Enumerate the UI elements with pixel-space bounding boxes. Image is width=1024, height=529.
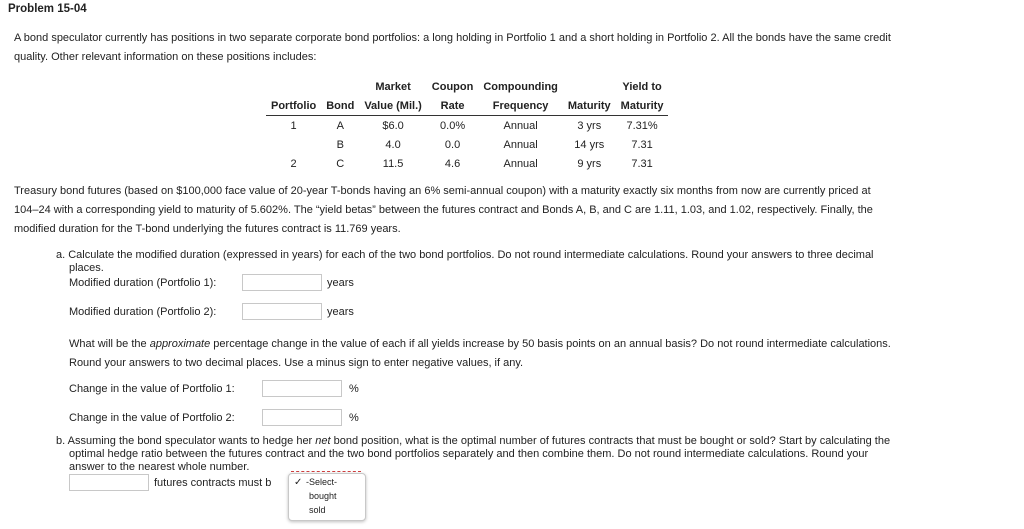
part-b-question: b. Assuming the bond speculator wants to hedge her net bond position, what is the optimal number of futures contracts that must be bought or sold? Start by calculating the optimal hedge ratio between the futures contract and the two bond portfolios separately and then combine them. Do not round intermediate calculations. Round your answer to the nearest whole number. xyxy=(56,435,891,473)
treasury-text: Treasury bond futures (based on $100,000 face value of 20-year T-bonds having an 6% semi-annual coupon) with a maturity exactly six months from now are currently priced at 104–24 with a corresponding yield to maturity of 5.602%. The “yield betas” between the futures contract and Bonds A, B, and C are 1.11, 1.03, and 1.02, respectively. Finally, the modified duration for the T-bond underlying the futures contract is 11.769 years. xyxy=(14,185,873,235)
problem-title: Problem 15-04 xyxy=(8,3,87,15)
unit-years: years xyxy=(327,306,354,318)
intro-text: A bond speculator currently has positions in two separate corporate bond portfolios: a long holding in Portfolio 1 and a short holding in Portfolio 2. All the bonds have the same credit quality. Other relevant information on these positions includes: xyxy=(14,32,891,63)
modified-duration-p1-input[interactable] xyxy=(242,274,322,291)
unit-percent: % xyxy=(349,383,359,395)
table-header-row: Portfolio Bond Value (Mil.) Rate Frequency Maturity Maturity xyxy=(266,96,668,116)
table-row: 2 C 11.5 4.6 Annual 9 yrs 7.31 xyxy=(290,157,653,170)
bought-sold-dropdown[interactable]: ✓ -Select- bought sold xyxy=(288,473,366,521)
dropdown-focus-outline xyxy=(291,471,361,472)
unit-percent: % xyxy=(349,412,359,424)
table-header-row: Market Coupon Compounding Yield to xyxy=(375,80,662,93)
change-p2-input[interactable] xyxy=(262,409,342,426)
table-row: B 4.0 0.0 Annual 14 yrs 7.31 xyxy=(336,138,653,151)
part-a-question-2: What will be the approximate percentage change in the value of each if all yields increase by 50 basis points on an annual basis? Do not round intermediate calculations. Round your answers to two decimal places. Use a minus sign to enter negative values, if any. xyxy=(69,338,891,369)
bond-table xyxy=(266,77,668,173)
modified-duration-p2-label: Modified duration (Portfolio 2): xyxy=(69,306,217,318)
modified-duration-p1-label: Modified duration (Portfolio 1): xyxy=(69,277,217,289)
part-a-question: a. Calculate the modified duration (expressed in years) for each of the two bond portfolios. Do not round intermediate calculations. Round your answers to three decimal places. xyxy=(56,249,874,274)
unit-years: years xyxy=(327,277,354,289)
modified-duration-p2-input[interactable] xyxy=(242,303,322,320)
checkmark-icon: ✓ xyxy=(294,477,303,488)
futures-contracts-input[interactable] xyxy=(69,474,149,491)
change-p1-label: Change in the value of Portfolio 1: xyxy=(69,383,235,395)
futures-contracts-label: futures contracts must b xyxy=(154,477,272,489)
change-p1-input[interactable] xyxy=(262,380,342,397)
table-row: 1 A $6.0 0.0% Annual 3 yrs 7.31% xyxy=(290,119,658,132)
change-p2-label: Change in the value of Portfolio 2: xyxy=(69,412,235,424)
